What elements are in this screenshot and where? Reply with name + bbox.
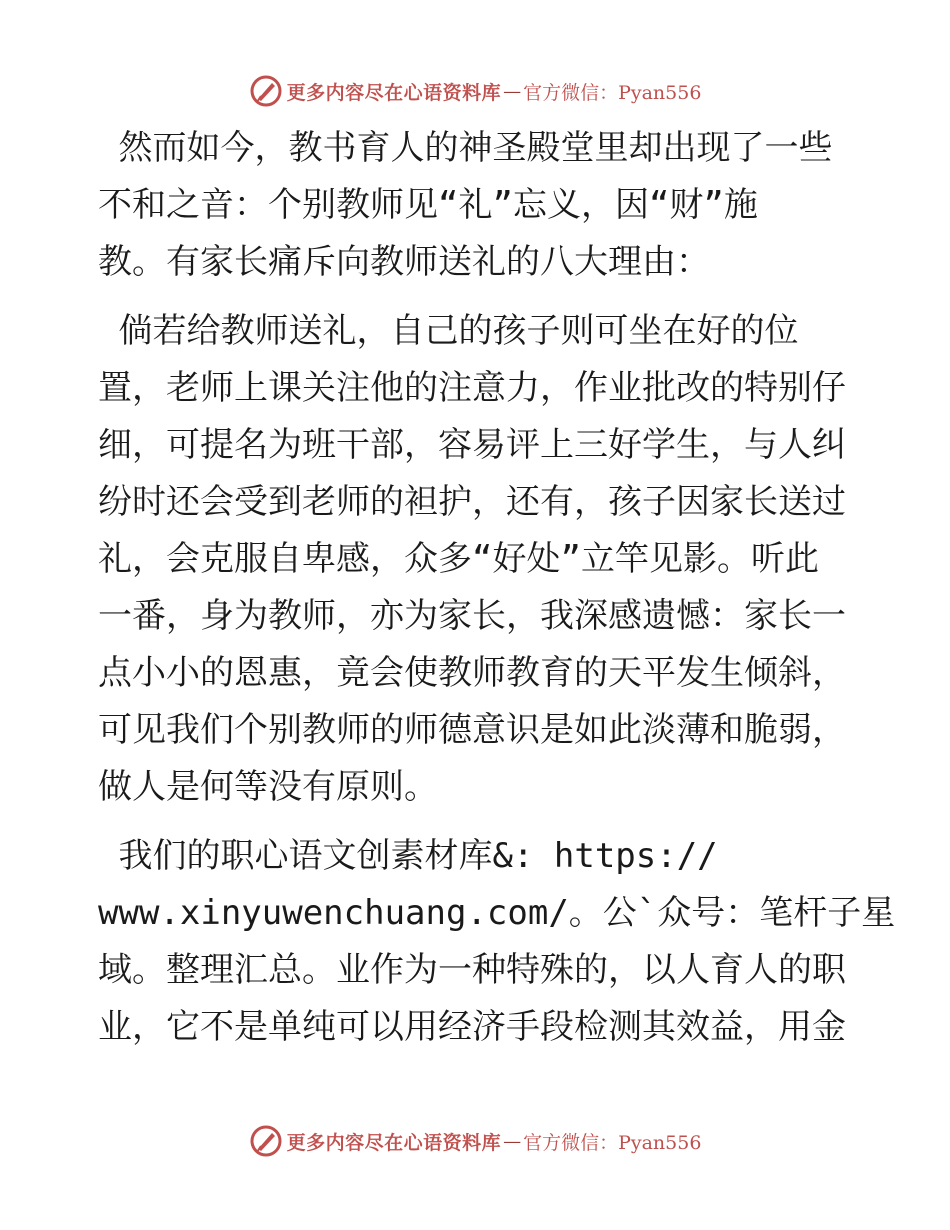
banner-title: 更多内容尽在心语资料库 <box>286 1131 502 1154</box>
text-line: 教。有家长痛斥向教师送礼的八大理由： <box>98 242 710 282</box>
text-line: 业，它不是单纯可以用经济手段检测其效益，用金 <box>98 1007 846 1047</box>
banner-separator: — <box>503 1130 522 1152</box>
text-line: 细，可提名为班干部，容易评上三好学生，与人纠 <box>98 425 846 465</box>
text-line: 一番，身为教师，亦为家长，我深感遗憾：家长一 <box>98 596 846 636</box>
text-line: 纷时还会受到老师的袒护，还有，孩子因家长送过 <box>98 482 846 522</box>
paragraph-1 <box>98 120 858 291</box>
footer-banner <box>0 1116 950 1166</box>
text-line: 可见我们个别教师的师德意识是如此淡薄和脆弱， <box>98 710 846 750</box>
banner-title: 更多内容尽在心语资料库 <box>286 81 502 104</box>
text-line: 做人是何等没有原则。 <box>98 767 438 807</box>
text-line: 礼，会克服自卑感，众多“好处”立竿见影。听此 <box>98 539 819 579</box>
text-line: 然而如今，教书育人的神圣殿堂里却出现了一些 <box>98 128 833 168</box>
banner-separator: — <box>503 80 522 102</box>
quill-logo-icon <box>249 74 283 108</box>
document-body <box>98 120 896 1068</box>
text-line: 我们的职心语文创素材库&: https:// <box>98 836 718 876</box>
paragraph-3 <box>98 828 896 1056</box>
text-line: 不和之音：个别教师见“礼”忘义，因“财”施 <box>98 185 758 225</box>
banner-wechat: 官方微信：Pyan556 <box>523 1131 702 1154</box>
text-line: 倘若给教师送礼，自己的孩子则可坐在好的位 <box>98 311 799 351</box>
text-line: www.xinyuwenchuang.com/。公`众号：笔杆子星 <box>98 893 896 933</box>
text-line: 域。整理汇总。业作为一种特殊的，以人育人的职 <box>98 950 846 990</box>
text-line: 置，老师上课关注他的注意力，作业批改的特别仔 <box>98 368 846 408</box>
banner-wechat: 官方微信：Pyan556 <box>523 81 702 104</box>
paragraph-2 <box>98 303 858 816</box>
header-banner <box>0 66 950 116</box>
text-line: 点小小的恩惠，竟会使教师教育的天平发生倾斜， <box>98 653 846 693</box>
quill-logo-icon <box>249 1124 283 1158</box>
